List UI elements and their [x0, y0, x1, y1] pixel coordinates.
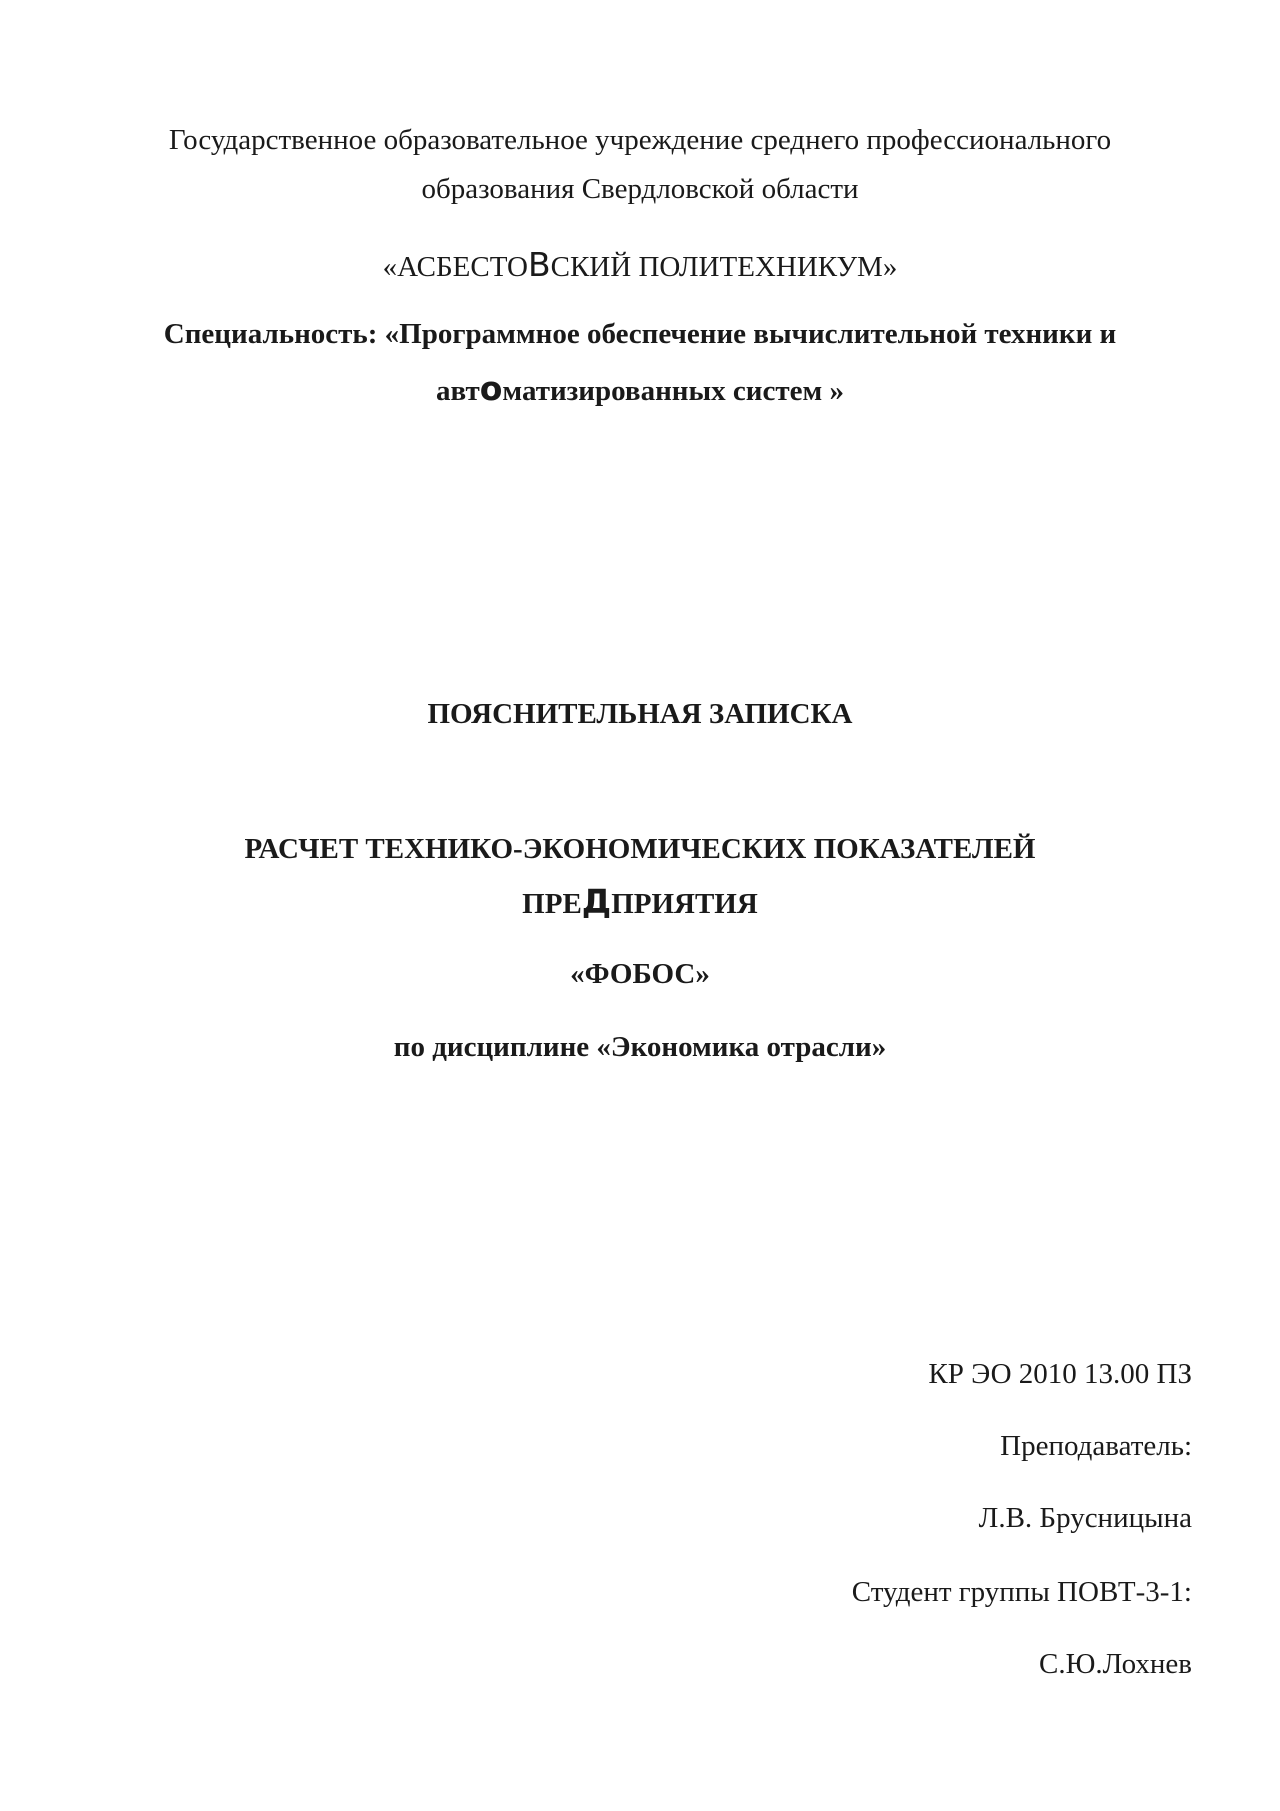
document-type: ПОЯСНИТЕЛЬНАЯ ЗАПИСКА — [427, 698, 853, 730]
institution-line-2: образования Свердловской области — [421, 173, 859, 205]
college-name-suffix: СКИЙ ПОЛИТЕХНИКУМ» — [550, 251, 898, 283]
specialty-line-1: Специальность: «Программное обеспечение вычислительной техники и — [163, 318, 1117, 350]
college-name-prefix: «АСБЕСТО — [382, 251, 528, 283]
topic-line-2-odd-letter: Д — [581, 882, 612, 921]
specialty-line-2 — [0, 369, 1280, 408]
specialty-line-2-suffix: матизированных систем » — [502, 375, 844, 407]
teacher-name: Л.В. Брусницына — [978, 1502, 1192, 1534]
topic-line-2-prefix: ПРЕ — [522, 888, 582, 920]
college-name — [0, 245, 1280, 284]
company-name: «ФОБОС» — [570, 958, 710, 990]
institution-line-1: Государственное образовательное учреждение среднего профессионального — [168, 124, 1112, 156]
specialty-line-2-prefix: авт — [436, 375, 480, 407]
student-name: С.Ю.Лохнев — [1039, 1648, 1192, 1680]
college-name-odd-letter: В — [527, 245, 551, 284]
topic-line-2 — [0, 882, 1280, 921]
student-label: Студент группы ПОВТ-3-1: — [851, 1576, 1192, 1608]
topic-line-1: РАСЧЕТ ТЕХНИКО-ЭКОНОМИЧЕСКИХ ПОКАЗАТЕЛЕЙ — [244, 833, 1036, 865]
discipline: по дисциплине «Экономика отрасли» — [393, 1031, 887, 1063]
teacher-label: Преподаватель: — [1000, 1430, 1192, 1462]
specialty-line-2-odd-letter: о — [479, 369, 503, 408]
topic-line-2-suffix: ПРИЯТИЯ — [611, 888, 758, 920]
document-code: КР ЭО 2010 13.00 ПЗ — [928, 1358, 1192, 1390]
